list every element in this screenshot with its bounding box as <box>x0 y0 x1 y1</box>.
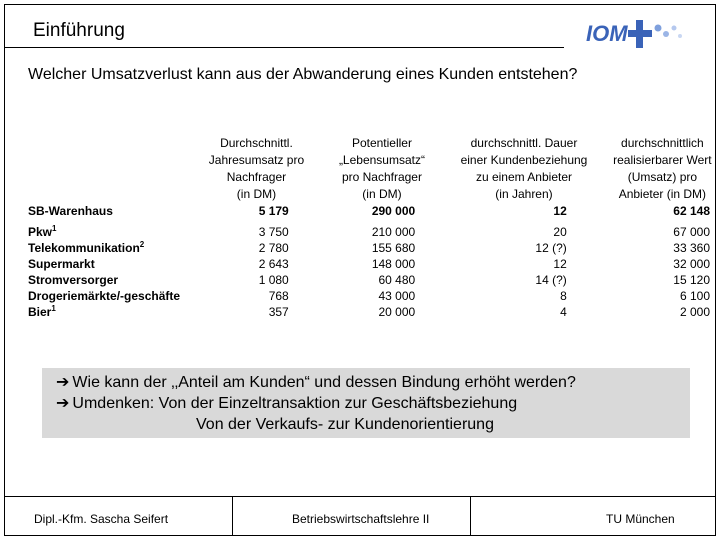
cell-duration: 12 <box>553 204 567 218</box>
footer-divider <box>4 496 716 497</box>
table-row <box>28 272 720 288</box>
callout-line: ➔ Wie kann der ‚‚Anteil am Kunden“ und dessen Bindung erhöht werden? <box>56 374 576 391</box>
logo-dot-1 <box>655 25 662 32</box>
table-row <box>28 256 720 272</box>
cell-duration: 4 <box>560 305 567 319</box>
cell-lifetime-revenue: 155 680 <box>371 241 416 255</box>
row-label: Pkw$^1$ <box>28 224 57 239</box>
cell-annual-revenue: 3 750 <box>258 225 289 239</box>
footer-separator <box>470 496 471 536</box>
table-row <box>28 288 720 304</box>
table-row <box>28 203 720 224</box>
footer-course: Betriebswirtschaftslehre II <box>292 512 430 526</box>
cell-annual-revenue: 2 780 <box>258 241 289 255</box>
arrow-right-icon: ➔ <box>56 374 70 391</box>
row-label: Supermarkt <box>28 257 95 271</box>
table-header-empty <box>28 135 192 203</box>
cell-realizable-value: 6 100 <box>679 289 710 303</box>
cell-annual-revenue: 768 <box>268 289 289 303</box>
cell-annual-revenue: 1 080 <box>258 273 289 287</box>
footer-separator <box>232 496 233 536</box>
row-label: Bier$^1$ <box>28 304 56 319</box>
cell-duration: 12 (?) <box>535 241 567 255</box>
cell-duration: 14 (?) <box>535 273 567 287</box>
row-label: Stromversorger <box>28 273 119 287</box>
row-label: SB-Warenhaus <box>28 204 113 218</box>
cell-realizable-value: 2 000 <box>679 305 710 319</box>
cell-duration: 12 <box>553 257 567 271</box>
question-text: Welcher Umsatzverlust kann aus der Abwanderung eines Kunden entstehen? <box>28 66 578 83</box>
cell-annual-revenue: 2 643 <box>258 257 289 271</box>
logo-text: IOM <box>586 21 628 46</box>
cell-realizable-value: 33 360 <box>673 241 710 255</box>
cell-lifetime-revenue: 148 000 <box>371 257 416 271</box>
callout-box <box>42 368 690 438</box>
cell-realizable-value: 32 000 <box>673 257 710 271</box>
table-header-lifetime-revenue: Potentieller „Lebensumsatz“ pro Nachfrager (in DM) <box>338 136 425 201</box>
table-header-annual-revenue: Durchschnittl. Jahresumsatz pro Nachfrager (in DM) <box>208 136 305 201</box>
page-title: Einführung <box>33 20 125 41</box>
table-row <box>28 304 720 320</box>
cell-annual-revenue: 357 <box>268 305 289 319</box>
cell-realizable-value: 15 120 <box>673 273 710 287</box>
callout-line: ➔ Umdenken: Von der Einzeltransaktion zur Geschäftsbeziehung <box>56 395 518 412</box>
iom-logo <box>584 14 694 54</box>
cell-lifetime-revenue: 290 000 <box>371 204 416 218</box>
cell-lifetime-revenue: 20 000 <box>378 305 416 319</box>
footer-author: Dipl.-Kfm. Sascha Seifert <box>34 512 169 526</box>
table-row <box>28 240 720 256</box>
cell-lifetime-revenue: 60 480 <box>378 273 416 287</box>
cell-annual-revenue: 5 179 <box>258 204 289 218</box>
cell-duration: 20 <box>553 225 567 239</box>
cell-lifetime-revenue: 43 000 <box>378 289 416 303</box>
cell-realizable-value: 62 148 <box>673 204 710 218</box>
cell-lifetime-revenue: 210 000 <box>371 225 416 239</box>
title-divider <box>4 47 564 48</box>
logo-dot-3 <box>672 26 677 31</box>
cell-realizable-value: 67 000 <box>673 225 710 239</box>
logo-dot-2 <box>663 31 669 37</box>
logo-bar-horizontal <box>628 30 652 37</box>
logo-dot-4 <box>678 34 682 38</box>
table-header-row <box>28 135 720 203</box>
callout-line: Von der Verkaufs- zur Kundenorientierung <box>196 416 494 433</box>
table-header-relationship-duration: durchschnittl. Dauer einer Kundenbeziehung zu einem Anbieter (in Jahren) <box>460 136 588 201</box>
table-header-realizable-value: durchschnittlich realisierbarer Wert (Umsatz) pro Anbieter (in DM) <box>613 136 712 201</box>
table-row <box>28 224 720 240</box>
row-label: Telekommunikation$^2$ <box>28 240 145 255</box>
footer-university: TU München <box>606 512 675 526</box>
row-label: Drogeriemärkte/-geschäfte <box>28 289 181 303</box>
arrow-right-icon: ➔ <box>56 395 70 412</box>
revenue-table <box>28 135 720 320</box>
cell-duration: 8 <box>560 289 567 303</box>
